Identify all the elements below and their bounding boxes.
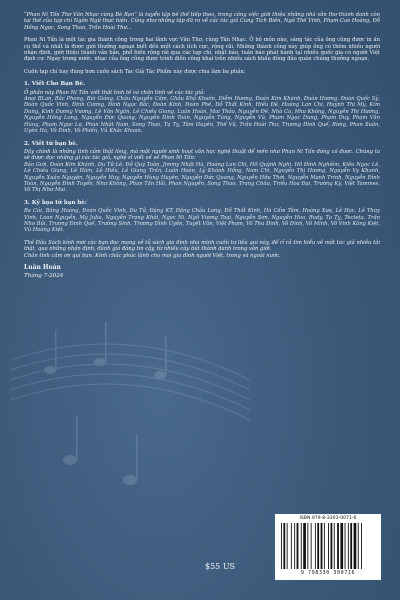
isbn-barcode — [275, 514, 381, 580]
section-1-names: Anai BLan, Bắc Phong, Bùi Giáng, Châu Nguyễn Cầm, Châu Khả Khuôn, Diễm Hương, Đoàn Kim Khánh, Đoàn Hương, Đoàn Quốc Sỹ, Đoàn Quốc Vinh, Đinh Cường, Đinh Ngọc Bắc, Đoàn Kính, Đoàn Phế, Đỗ Thất Kinh, Hiếu Đệ, Hoàng Lan Chi, Huỳnh Thị Mỹ, Kim Dung, Kinh Dương Vương, Lê Văn Ngân, Lê Chiều Giang, Luân Hoán, Mai Thảo, Nguyễn Đề, Nhà Ca, Như Không, Nguyễn Thị Hương, Nguyễn Hồng Long, Nguyễn Đức Quang, Nguyễn Đình Toàn, Nguyễn Tùng, Nguyễn Vũ, Phạm Ngọc Dung, Phạm Duy, Phạm Văn Hùng, Phạm Ngọc Lư, Phan Nhật Nam, Song Thao, Tạ Tỵ, Tâm Huyền, Thế Vũ, Trần Hoài Thư, Trương Đình Quế, Rừng, Phan Xuân, Uyên Hà, Vô Đình, Võ Phiến, Vũ Khắc Khoan. — [24, 96, 380, 135]
section-3-names: Ba Cúi, Bằng Hoàng, Đoàn Quốc Vinh, Du Tử, Đặng KT, Đặng Châu Long, Đỗ Thất Kinh, Hà Cẩm Tâm, Hoàng Xưa, Lê Học, Lê Thúy Vinh, Loan Nguyễn, Mỹ Julia, Nguyễn Trọng Khôi, Ngọc Ni, Ngô Vương Toại, Nguyễn Sơn, Nguyễn Hoa, Rudy, Tạ Tỵ, Tecteta, Trần Nho Bủi, Trương Đình Quế, Trường Sinh, Trương Đình Uyên, Tuyết Văn, Việt Phạm, Võ Thu Đinh, Võ Đình, Võ Minh, Võ Vinh Kông Kiệt, Vũ Hoàng Kiệt. — [24, 208, 380, 234]
intro-paragraph-2: Phan Ni Tấn là một tác gia thành công trong hai lãnh vực Văn Thơ, cùng Tân Nhạc. Ở bộ môn nào, sáng tác của ông cũng được in ấn cụ thể và nhất là được giới thưởng ngoạn biết đến một cách tích cực, rộng rãi. Những thành công này giúp ông có thêm nhiều người nhận định, giới thiệu thành văn bản, phổ biến rộng rãi qua các tạp chí, nhật báo, tuần báo phát hành tại nhiều quốc gia có người Việt định cư. Ngay trong nước, nhạc của ông cũng được trình diễn công khai trên nhiều sách khấu đông đảo quần chúng thưởng ngoạn. — [24, 37, 380, 63]
music-notes-decoration — [10, 300, 250, 540]
section-2 — [24, 141, 380, 194]
closing-paragraph: Thế Đâu Sách kính mời các bạn đọc mang về tủ sách gia đình nhà mình cuốn tư liệu quí này, để rỉ rả tìm hiểu về một tác giả nhiều tài thật, qua những nhận định, đánh giá đáng tin cậy, từ nhiều cây bút thành danh trong văn giới. Chân tình cảm ơn quí bạn. Kính chúc phúc lành cho mọi gia đình người Việt, trong và ngoài nước. — [24, 239, 380, 259]
section-2-title: 2. Viết từ bạn bè. — [24, 140, 78, 147]
section-3-title: 3. Kỷ họa từ bạn bè: — [24, 199, 87, 206]
isbn-label: ISBN 979-8-3303-0071-6 — [299, 516, 357, 521]
section-1-description: Ở phần này Phan Ni Tấn viết thật tình tế và chân tình về các tác giả: — [24, 89, 205, 96]
barcode-digits: 9 798330 300716 — [300, 570, 356, 576]
section-2-names: Bảo Giới, Đoàn Kim Khánh, Du Tử Lê, Đỗ Quý Toàn, Jimmy Nhật Hà, Hoàng Lan Chi, Hồ Quỳnh Nghi, Hồ Đình Nghiêm, Kiều Ngọc Lê, Lê Chiều Giang, Lê Hâm, Lê Hiếu, Lê Giang Trần, Luân Hoán, Lý Khánh Hồng, Nam Chi, Nguyễn Thị Hương, Nguyễn Vy Khanh, Nguyễn Xuân Nguyện, Nguyễn Huy, Nguyễn Hùng Huyên, Nguyễn Đức Quang, Nguyễn Hữu Thời, Nguyễn Mạnh Trinh, Nguyễn Đình Toàn, Nguyễn Đình Tuyển, Như Không, Phan Tấn Hải, Phan Nguyễn, Song Thao, Trang Châu, Triều Hoa Đại, Trường Kỳ, Việt Tammes, Võ Thị Như Mai. — [24, 161, 380, 194]
section-1 — [24, 81, 380, 134]
intro-paragraph-3: Cuốn tạp chí hay đúng hơn cuốn sách Tác Giả Tác Phẩm này được chia làm ba phần: — [24, 68, 246, 75]
intro-paragraph-1: “Phan Ni Tấn Thơ Văn Nhạc cùng Bè Bạn” là tuyển tập bề thế tiếp theo, trong công việc giới thiệu những nhà văn thơ thành danh còn tại thế của tạp chí Ngôn Ngữ thực hiện. Cũng như những tập đã ra về các tác giả Cung Tích Biền, Ngô Thế Vinh, Phạm Cao Hoàng, Đỗ Hồng Ngọc, Song Thao, Trần Hoài Thư… — [24, 12, 380, 31]
signature-name: Luân Hoán — [24, 264, 61, 271]
section-1-title: 1. Viết Cho Bạn Bè. — [24, 81, 86, 88]
price-label: $55 US — [205, 562, 236, 571]
section-3 — [24, 200, 380, 234]
signature-date: Tháng 7-2024 — [24, 273, 64, 280]
barcode-icon — [281, 523, 375, 569]
back-cover-text — [24, 12, 380, 280]
section-2-description: Đây chính là những tình cảm thật lòng, mà một người sinh hoạt văn học nghệ thuật để mến như Phan Ni Tấn đáng có được. Chúng ta sẽ được đọc những gì các tác giả, nghệ sĩ viết về về Phan Ni Tấn: — [24, 148, 380, 162]
signature — [24, 265, 380, 280]
